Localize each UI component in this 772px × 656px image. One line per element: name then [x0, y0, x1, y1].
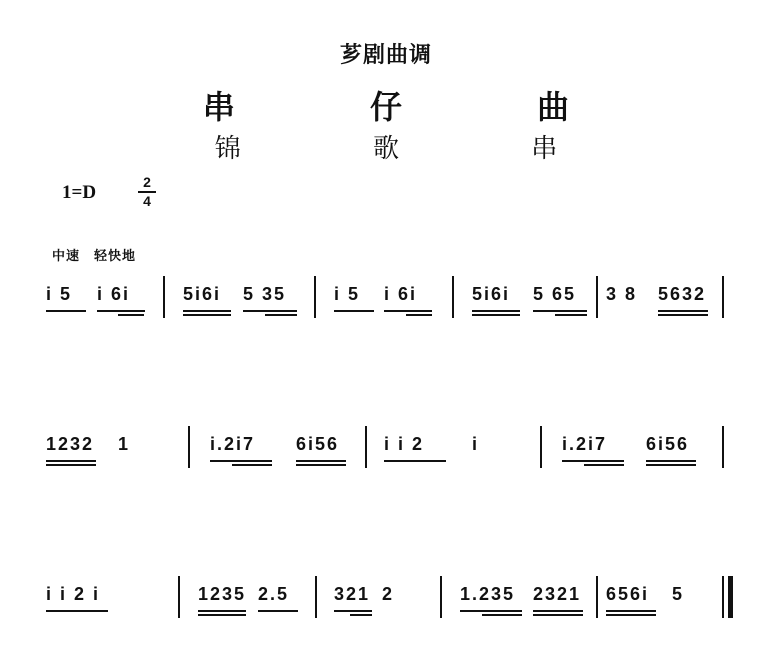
underline: [584, 464, 624, 466]
underline: [198, 614, 246, 616]
note-group: i 5: [334, 284, 361, 304]
underline: [406, 314, 432, 316]
note-group: i i 2: [384, 434, 425, 454]
underline: [384, 310, 432, 312]
underline: [533, 610, 583, 612]
underline: [97, 310, 145, 312]
note-group: 1: [118, 434, 131, 454]
time-signature-bottom: 4: [143, 193, 151, 209]
note-group: 6i56: [646, 434, 690, 454]
underline: [46, 460, 96, 462]
underline: [606, 610, 656, 612]
song-title: 串 仔 曲: [202, 88, 632, 126]
underline: [296, 460, 346, 462]
underline: [46, 310, 86, 312]
note-group: i.2i7: [210, 434, 256, 454]
score-row-2: [0, 426, 772, 506]
underline: [118, 314, 144, 316]
underline: [646, 464, 696, 466]
barline: [596, 576, 598, 618]
underline: [606, 614, 656, 616]
note-group: i 5: [46, 284, 73, 304]
note-group: 3 8: [606, 284, 638, 304]
time-signature: [138, 175, 156, 209]
note-group: 2.5: [258, 584, 290, 604]
barline: [452, 276, 454, 318]
barline: [596, 276, 598, 318]
underline: [658, 310, 708, 312]
underline: [334, 610, 372, 612]
note-group: 5 65: [533, 284, 577, 304]
note-group: 5632: [658, 284, 707, 304]
barline: [315, 576, 317, 618]
song-subtitle: 锦 歌 串: [214, 134, 620, 164]
underline: [555, 314, 587, 316]
note-group: 5i6i: [183, 284, 222, 304]
tempo-speed: 中速: [52, 249, 81, 264]
underline: [482, 614, 522, 616]
note-group: 6i56: [296, 434, 340, 454]
note-group: i i 2 i: [46, 584, 101, 604]
underline: [533, 310, 587, 312]
tempo-mood: 轻快地: [94, 249, 137, 264]
genre-title: 芗剧曲调: [339, 43, 432, 68]
underline: [472, 310, 520, 312]
barline: [178, 576, 180, 618]
time-signature-top: 2: [143, 174, 151, 190]
note-group: 5 35: [243, 284, 287, 304]
underline: [265, 314, 297, 316]
underline: [562, 460, 624, 462]
note-group: 1235: [198, 584, 247, 604]
note-group: 1232: [46, 434, 95, 454]
note-group: 2321: [533, 584, 582, 604]
underline: [350, 614, 372, 616]
note-group: i.2i7: [562, 434, 608, 454]
final-barline-thin: [722, 576, 724, 618]
note-group: i: [472, 434, 480, 454]
barline: [722, 276, 724, 318]
underline: [646, 460, 696, 462]
underline: [198, 610, 246, 612]
barline: [314, 276, 316, 318]
barline: [440, 576, 442, 618]
underline: [296, 464, 346, 466]
underline: [472, 314, 520, 316]
final-barline-thick: [728, 576, 733, 618]
note-group: i 6i: [384, 284, 418, 304]
underline: [658, 314, 708, 316]
underline: [183, 314, 231, 316]
underline: [460, 610, 522, 612]
barline: [188, 426, 190, 468]
note-group: i 6i: [97, 284, 131, 304]
underline: [210, 460, 272, 462]
barline: [722, 426, 724, 468]
underline: [46, 464, 96, 466]
underline: [46, 610, 108, 612]
underline: [533, 614, 583, 616]
barline: [163, 276, 165, 318]
note-group: 656i: [606, 584, 650, 604]
underline: [334, 310, 374, 312]
barline: [365, 426, 367, 468]
tempo-marking: [52, 245, 150, 264]
note-group: 5i6i: [472, 284, 511, 304]
barline: [540, 426, 542, 468]
note-group: 321: [334, 584, 371, 604]
score-row-1: [0, 276, 772, 356]
key-signature: 1=D: [62, 182, 97, 203]
note-group: 5: [672, 584, 685, 604]
underline: [232, 464, 272, 466]
underline: [258, 610, 298, 612]
note-group: 2: [382, 584, 395, 604]
underline: [183, 310, 231, 312]
score-row-3: [0, 576, 772, 656]
underline: [384, 460, 446, 462]
underline: [243, 310, 297, 312]
note-group: 1.235: [460, 584, 516, 604]
